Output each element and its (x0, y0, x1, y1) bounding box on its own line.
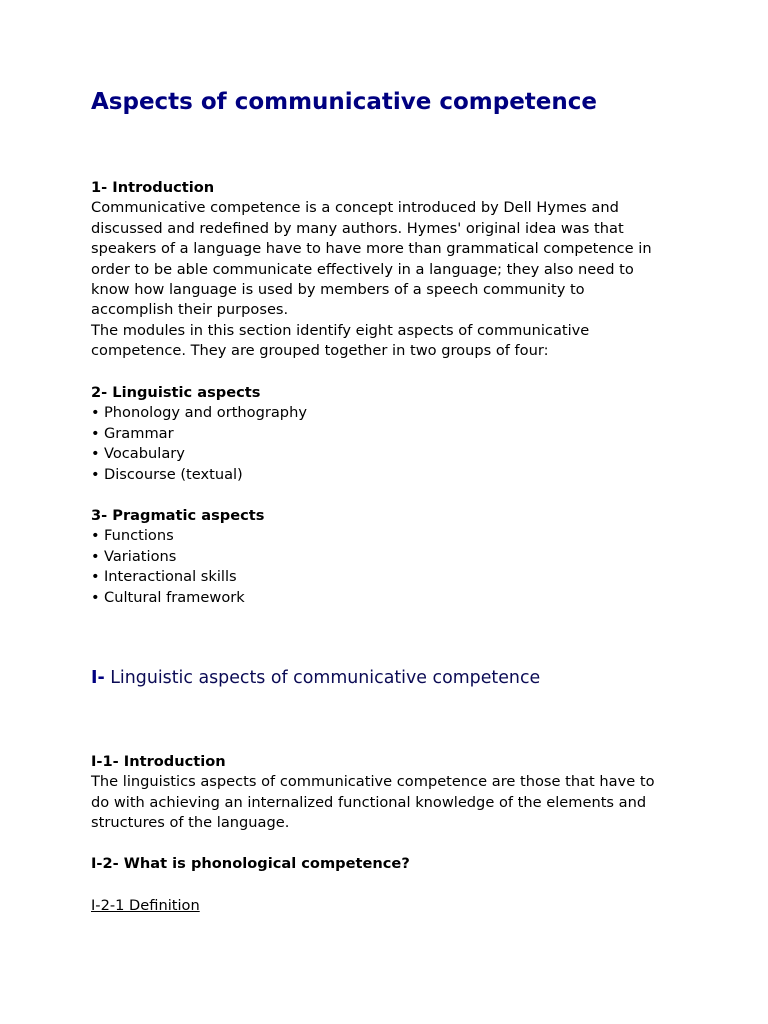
intro-line: competence. They are grouped together in two groups of four: (91, 342, 549, 360)
list-item (91, 588, 691, 608)
intro-line: The modules in this section identify eight aspects of communicative (91, 321, 590, 339)
list-item (91, 465, 691, 485)
phonological-section (91, 854, 691, 874)
list-item-label: Variations (104, 547, 177, 565)
sub-intro-heading: I-1- Introduction (91, 753, 226, 770)
sub-intro-line: do with achieving an internalized functional knowledge of the elements and (91, 793, 647, 811)
list-item-label: Grammar (104, 424, 174, 442)
section-heading-text: Linguistic aspects of communicative competence (104, 668, 541, 688)
pragmatic-aspects-section (91, 506, 691, 608)
linguistic-aspects-heading: 2- Linguistic aspects (91, 384, 261, 401)
bullet-icon: • (91, 465, 100, 483)
intro-section (91, 178, 691, 362)
intro-line: know how language is used by members of a speech community to (91, 281, 585, 299)
sub-intro-line: The linguistics aspects of communicative competence are those that have to (91, 773, 655, 791)
sub-intro-section (91, 752, 691, 834)
list-item (91, 547, 691, 567)
intro-line: accomplish their purposes. (91, 301, 289, 319)
list-item (91, 526, 691, 546)
document-title: Aspects of communicative competence (91, 89, 597, 115)
linguistic-aspects-section (91, 383, 691, 485)
phonological-heading: I-2- What is phonological competence? (91, 855, 410, 872)
intro-line: Communicative competence is a concept introduced by Dell Hymes and (91, 199, 619, 217)
pragmatic-aspects-heading: 3- Pragmatic aspects (91, 507, 265, 524)
intro-line: discussed and redefined by many authors. Hymes' original idea was that (91, 219, 624, 237)
definition-section (91, 896, 691, 916)
list-item (91, 403, 691, 423)
list-item-label: Phonology and orthography (104, 404, 307, 422)
list-item-label: Vocabulary (104, 445, 185, 463)
intro-heading: 1- Introduction (91, 179, 215, 196)
section-heading (91, 666, 540, 690)
bullet-icon: • (91, 527, 100, 545)
linguistic-aspects-list (91, 403, 691, 485)
bullet-icon: • (91, 588, 100, 606)
bullet-icon: • (91, 424, 100, 442)
list-item-label: Interactional skills (104, 568, 237, 586)
list-item-label: Cultural framework (104, 588, 245, 606)
bullet-icon: • (91, 547, 100, 565)
sub-intro-line: structures of the language. (91, 814, 290, 832)
list-item (91, 444, 691, 464)
bullet-icon: • (91, 445, 100, 463)
definition-heading: I-2-1 Definition (91, 897, 200, 914)
list-item (91, 567, 691, 587)
list-item-label: Discourse (textual) (104, 465, 243, 483)
intro-line: speakers of a language have to have more than grammatical competence in (91, 240, 652, 258)
list-item-label: Functions (104, 527, 174, 545)
bullet-icon: • (91, 404, 100, 422)
intro-line: order to be able communicate effectively in a language; they also need to (91, 260, 634, 278)
list-item (91, 424, 691, 444)
pragmatic-aspects-list (91, 526, 691, 608)
section-heading-prefix: I- (91, 668, 105, 688)
bullet-icon: • (91, 568, 100, 586)
